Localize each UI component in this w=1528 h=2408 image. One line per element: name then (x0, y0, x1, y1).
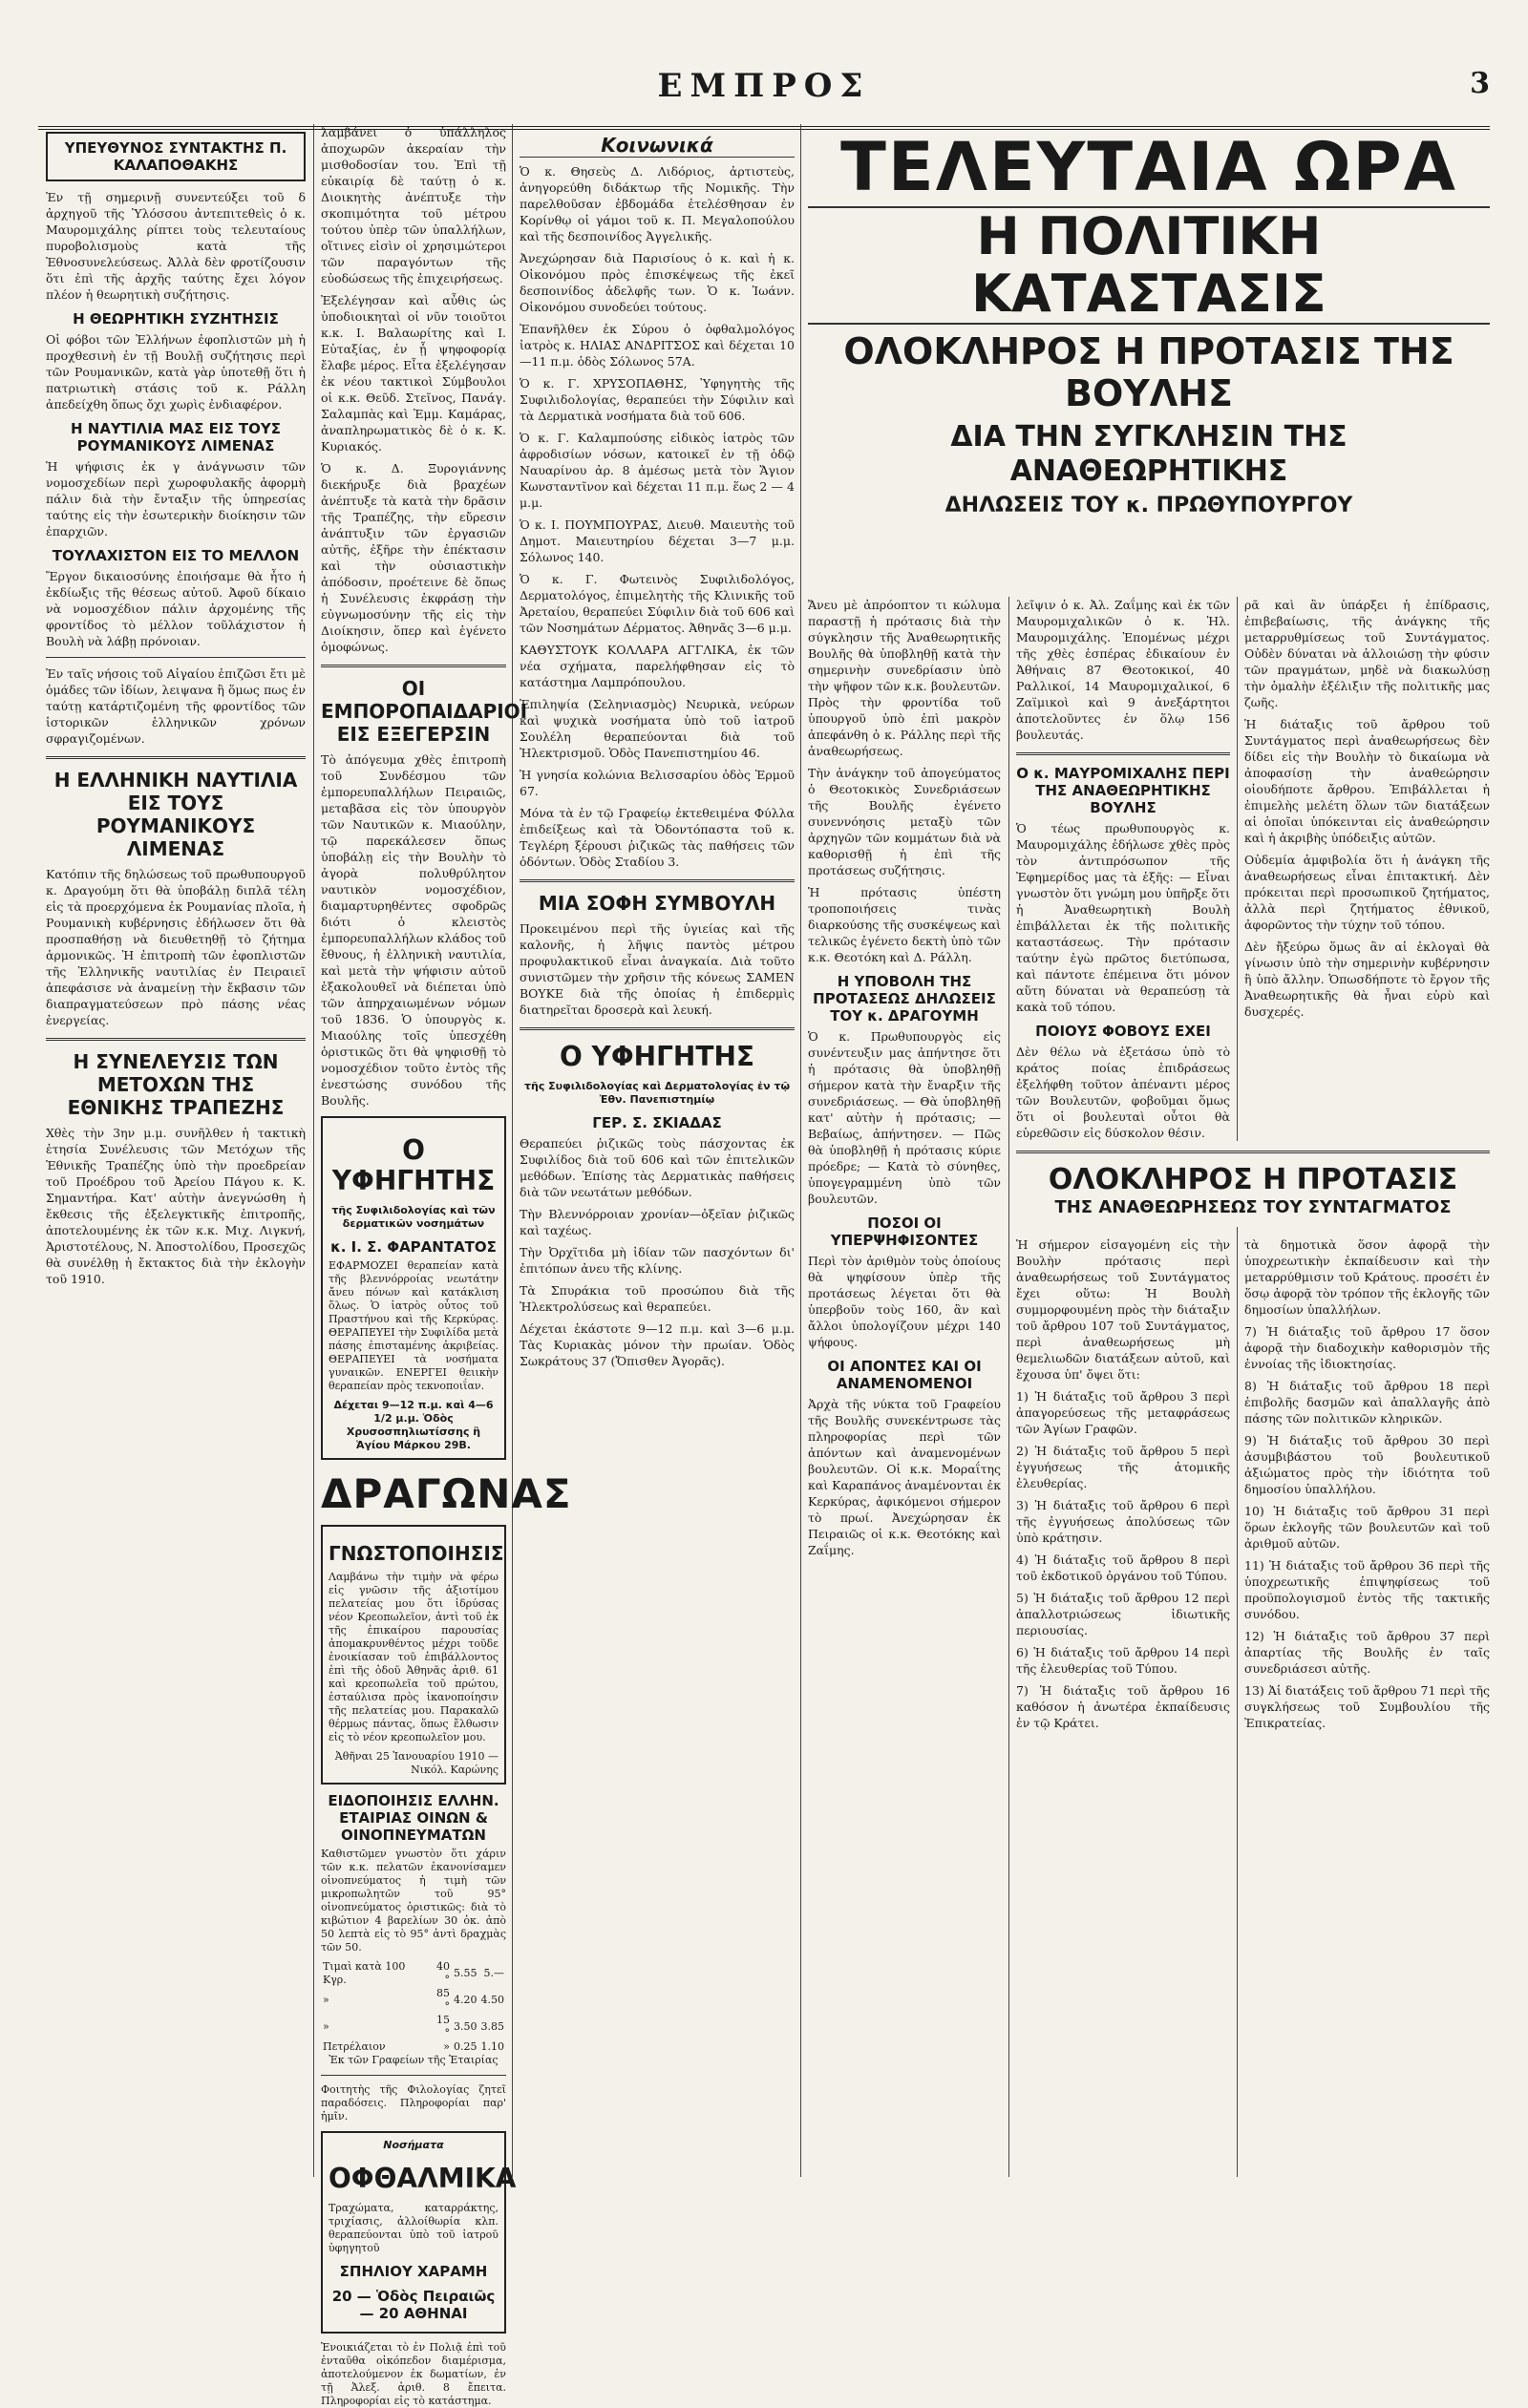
lead-column-a (808, 597, 1001, 2177)
constitution-subheadline: ΤΗΣ ΑΝΑΘΕΩΡΗΣΕΩΣ ΤΟΥ ΣΥΝΤΑΓΜΑΤΟΣ (1054, 1197, 1452, 1217)
price-cell: » (323, 2020, 329, 2033)
ad-text: Τραχώματα, καταρράκτης, τριχίασις, ἀλλοίθωρία κλπ. θεραπεύονται ὑπὸ τοῦ ἰατροῦ ὑφηγητοῦ (329, 2202, 499, 2254)
article-text: Ὁ κ. Γ. Καλαμπούσης εἰδικὸς ἰατρὸς τῶν ἀφροδισίων νόσων, κατοικεῖ ἐν τῇ ὁδῷ Ναυαρίνου ἀρ. 8 ἀμέσως μετὰ τὸν Ἄγιον Κωνσταντῖνον καὶ δέχεται 11 π.μ. ἕως 2 — 4 μ.μ. (520, 431, 795, 510)
article-text: Ἡ σήμερον εἰσαγομένη εἰς τὴν Βουλὴν πρότασις περὶ ἀναθεωρήσεως τοῦ Συντάγματος ἔχει οὕτω: Ἡ Βουλὴ συμμορφουμένη πρὸς τὴν διάταξιν τοῦ ἄρθρου 107 τοῦ Συντάγματος, περὶ ἀναθεωρήσεως μὴ θεμελιωδῶν διατάξεων αὐτοῦ, καὶ ἔχουσα ὑπ' ὄψει ὅτι: (1016, 1237, 1230, 1382)
ad-text: Τὴν Ὀρχῖτιδα μὴ ἰδίαν τῶν πασχόντων δι' ἐπιτόπων ἀνευ τῆς κλίνης. (520, 1245, 795, 1276)
article-text: 13) Ἀἱ διατάξεις τοῦ ἄρθρου 71 περὶ τῆς συγκλήσεως τοῦ Συμβουλίου τῆς Ἐπικρατείας. (1244, 1683, 1490, 1730)
column-divider (512, 124, 513, 2177)
article-text: Ἐν ταῖς νήσοις τοῦ Αἰγαίου ἐπιζῶσι ἔτι μὲ ὁμάδες τῶν ἰδίων, λειψανα ἢ ὅμως πως ἐν ταύτῃ κατάρτιζομένη τῆς φροντίδος τῶν ἱστορικῶν ἑλληνικῶν χρόνων σφραγιζομένων. (46, 666, 306, 746)
doctor-ad (321, 1116, 506, 1460)
price-row (321, 1960, 506, 1987)
price-table (321, 1960, 506, 2054)
column-divider (1008, 597, 1009, 2177)
price-cell: 85 ° (435, 1987, 450, 2013)
ad-text: Δέχεται ἑκάστοτε 9—12 π.μ. καὶ 3—6 μ.μ. Τὰς Κυριακὰς μόνον τὴν πρωίαν. Ὁδὸς Σωκράτους 37 (Ὄπισθεν Ἀγορᾶς). (520, 1321, 795, 1368)
constitution-headline-block (1016, 1141, 1490, 1227)
section-headline: Ο κ. ΜΑΥΡΟΜΙΧΑΛΗΣ ΠΕΡΙ ΤΗΣ ΑΝΑΘΕΩΡΗΤΙΚΗΣ ΒΟΥΛΗΣ (1016, 765, 1230, 816)
article-text: λεῖψιν ὁ κ. Ἀλ. Ζαΐμης καὶ ἐκ τῶν Μαυρομιχαλικῶν ὁ κ. Ἠλ. Μαυρομιχάλης. Ἐπομένως μέχρι τῆς χθὲς ἑσπέρας ἐδικαίουν ἐν Ἀθήναις 87 Θεοτοκικοί, 40 Ραλλικοί, 14 Μαυρομιχαλικοί, 6 Ζαϊμικοὶ καὶ 9 ἀνεξάρτητοι ἀποτελοῦντες ἐν ὅλῳ 156 βουλευτάς. (1016, 598, 1230, 742)
price-cell: Πετρέλαιον (323, 2040, 386, 2053)
ad-text: Θεραπεύει ῥιζικῶς τοὺς πάσχοντας ἐκ Συφιλίδος διὰ τοῦ 606 καὶ τῶν ἐπιτελικῶν μεθόδων. Ἐπίσης τὰς Δερματικὰς παθήσεις διὰ τῶν νεωτάτων μεθόδων. (520, 1136, 795, 1199)
ad-text: ΕΦΑΡΜΟΖΕΙ θεραπείαν κατὰ τῆς βλεννόρροίας νεωτάτην ἄνευ πόνων καὶ κατάκλιση ὅλως. Ὁ ἰατρὸς οὗτος τοῦ Πραστήνου καὶ τῆς Κερκύρας. ΘΕΡΑΠΕΥΕΙ τὴν Συφιλίδα μετὰ πάσης ἐπισταμένης ἀκριβείας. ΘΕΡΑΠΕΥΕΙ τὰ νοσήματα γυναικῶν. ΕΝΕΡΓΕΙ θειικὴν θεραπείαν πρὸς τεκνοποιΐαν. (329, 1259, 499, 1392)
section-rule (1016, 752, 1230, 755)
lead-deck: ΔΗΛΩΣΕΙΣ ΤΟΥ κ. ΠΡΩΘΥΠΟΥΡΓΟΥ (944, 494, 1353, 518)
lead-column-c (1244, 597, 1490, 1131)
ophthalmic-ad (321, 2131, 517, 2334)
lead-headline-block (808, 124, 1490, 597)
article-text: 7) Ἡ διάταξις τοῦ ἄρθρου 16 καθόσον ἡ ἀνωτέρα ἐκπαίδευσις ἐν τῷ Κράτει. (1016, 1683, 1230, 1730)
article-text: 9) Ἡ διάταξις τοῦ ἄρθρου 30 περὶ ἀσυμβιβάστου τοῦ βουλευτικοῦ ἀξιώματος πρὸς τὴν ἰδιότητα τοῦ δημοσίου ὑπαλλήλου. (1244, 1433, 1490, 1496)
article-text: Τὸ ἀπόγευμα χθὲς ἐπιτροπὴ τοῦ Συνδέσμου τῶν ἐμπορευπαλλήλων Πειραιῶς, μεταβᾶσα εἰς τὸν ὑπουργὸν τῶν Ναυτικῶν κ. Μιαούλην, τῷ παρεκάλεσεν ὅπως ὑποβάλῃ εἰς τὴν Βουλὴν τὸ ἀγορὰ πολυθρύλητον ναυτικὸν νομοσχέδιον, διαμαρτυρηθέντες σφοδρῶς διότι ὁ κλειστὸς ἐμπορευπαλλήλων κλάδος τοῦ ἔθνους, ἡ ἑλληνικὴ ναυτιλία, καὶ μετὰ τὴν ψήφισιν αὐτοῦ ἐξακολουθεῖ νὰ διέπεται ὑπὸ τῶν ἀπηρχαιωμένων νόμων τοῦ 1836. Ὁ ὑπουργὸς κ. Μιαούλης τοῖς ὑπεσχέθη ὁριστικῶς ὅτι θὰ ψηφισθῇ τὸ νομοσχέδιον τοῦτο ἐντὸς τῆς ἐνεστώσης συνόδου τῆς Βουλῆς. (321, 752, 506, 1108)
lead-deck: ΔΙΑ ΤΗΝ ΣΥΓΚΛΗΣΙΝ ΤΗΣ ΑΝΑΘΕΩΡΗΤΙΚΗΣ (950, 420, 1348, 488)
ad-text: Τὴν Βλεννόρροιαν χρονίαν—ὀξεῖαν ῥιζικῶς καὶ ταχέως. (520, 1207, 795, 1237)
price-cell: 4.50 (480, 1994, 504, 2006)
price-cell: 1.10 (480, 2040, 504, 2053)
article-text: Ἡ ψήφισις ἐκ γ ἀνάγνωσιν τῶν νομοσχεδίων περὶ χωροφυλακῆς ἀφορμὴ πάλιν διὰ τὴν ἔνταξιν τῆς ὑπηρεσίας ταύτης εἰς τὴν ἐσωτερικὴν διοίκησιν τῶν ἐπαρχιῶν. (46, 459, 306, 539)
ad-address: 20 — Ὁδὸς Πειραιῶς — 20 ΑΘΗΝΑΙ (331, 2288, 496, 2322)
article-headline: ΟΙ ΕΜΠΟΡΟΠΑΙΔΑΡΙΟΙ ΕΙΣ ΕΞΕΓΕΡΣΙΝ (321, 677, 528, 746)
article-text: Ἡ πρότασις ὑπέστη τροποποιήσεις τινὰς διαρκούσης τῆς συσκέψεως καὶ τελικῶς ἐγένετο δεκτὴ ὑπὸ τῶν κ.κ. Θεοτόκη καὶ Δ. Ράλλη. (808, 885, 1001, 964)
section-headline: ΠΟΣΟΙ ΟΙ ΥΠΕΡΨΗΦΙΣΟΝΤΕΣ (830, 1215, 979, 1249)
section-rule (520, 879, 795, 882)
ad-headline: ΔΡΑΓΩΝΑΣ (321, 1470, 572, 1517)
ad-text: Τὰ Σπυράκια τοῦ προσώπου διὰ τῆς Ἠλεκτρολύσεως καὶ θεραπεύει. (520, 1283, 795, 1314)
price-cell: 15 ° (435, 2014, 450, 2039)
article-text: ρᾶ καὶ ἂν ὑπάρξει ἡ ἐπίδρασις, ἐπιβεβαίωσις, τῆς ἀνάγκης τῆς μεταρρυθμίσεως τοῦ Συντάγματος. Οὐδὲν δύναται νὰ ἀλλοιώσῃ τὴν φύσιν τῶν πραγμάτων, μηδὲ νὰ διακωλύσῃ τὴν ὁμαλὴν ἐξέλιξιν τῆς πολιτικῆς μας ζωῆς. (1244, 598, 1490, 709)
ad-subtitle: τῆς Συφιλιδολογίας καὶ τῶν δερματικῶν νοσημάτων (331, 1204, 496, 1230)
article-text: 3) Ἡ διάταξις τοῦ ἄρθρου 6 περὶ τῆς ἐγγυήσεως ἀπολύσεως τῶν ὑπὸ κράτησιν. (1016, 1498, 1230, 1545)
notice-signature: Ἀθῆναι 25 Ἰανουαρίου 1910 — Νικόλ. Καρώνης (334, 1750, 499, 1776)
article-text: Τὴν ἀνάγκην τοῦ ἀπογεύματος ὁ Θεοτοκικὸς Συνεδριάσεων τῆς Βουλῆς ἐγένετο συνεννόησις μεταξὺ τῶν ἀρχηγῶν τῶν κομμάτων διὰ νὰ καθορισθῇ ἡ ἐπὶ τῆς προτάσεως συζήτησις. (808, 766, 1001, 877)
newspaper-name: ΕΜΠΡΟΣ (657, 67, 871, 105)
section-rule (321, 665, 506, 667)
editor-box: ΥΠΕΥΘΥΝΟΣ ΣΥΝΤΑΚΤΗΣ Π. ΚΑΛΑΠΟΘΑΚΗΣ (46, 132, 306, 181)
article-text: Δὲν θέλω νὰ ἐξετάσω ὑπὸ τὸ κράτος ποίας ἐπιδράσεως ἐξελήφθη τοῦτον ἀπέναντι μέρος τῶν Βουλευτῶν, φοβοῦμαι ὅμως ὅτι οἱ βουλευταὶ οὗτοι θὰ εὑρεθῶσιν εἰς δύσκολον θέσιν. (1016, 1045, 1230, 1140)
article-text: λαμβάνει ὁ ὑπάλληλος ἀποχωρῶν ἀκεραίαν τὴν μισθοδοσίαν του. Ἐπὶ τῇ εὐκαιρίᾳ δὲ ταύτῃ ὁ κ. Διοικητὴς ἀνέπτυξε τὴν σκοπιμότητα τοῦ μέτρου τούτου ὑπὲρ τῶν ὑπαλλήλων, οἵτινες εἰσὶν οἱ χρησιμώτεροι τῶν παραγόντων τῆς εὐοδώσεως τῆς ἐπιχειρήσεως. (321, 125, 506, 285)
article-text: Ἐν τῇ σημερινῇ συνεντεύξει τοῦ δ ἀρχηγοῦ τῆς Ὑλόσσου ἀντεπιτεθεὶς ὁ κ. Μαυρομιχάλης ρίπτει τοὺς τελευταίους πυροβολισμοὺς κατὰ τῆς Ἐθνοσυνελεύσεως. Ἀλλὰ δὲν φροτίζουσιν ὅτι ἐπὶ τῆς ἀρχῆς ταύτης ἔχει λόγον πλέον ἡ θεωρητικὴ συζήτησις. (46, 190, 306, 302)
constitution-headline: ΟΛΟΚΛΗΡΟΣ Η ΠΡΟΤΑΣΙΣ (1048, 1163, 1458, 1196)
article-text: Ὁ κ. Ι. ΠΟΥΜΠΟΥΡΑΣ, Διευθ. Μαιευτὴς τοῦ Δημοτ. Μαιευτηρίου δέχεται 3—7 μ.μ. Σόλωνος 140. (520, 518, 795, 564)
column-divider (800, 124, 801, 2177)
price-cell: 3.85 (480, 2020, 504, 2033)
lead-subheadline: Η ΠΟΛΙΤΙΚΗ ΚΑΤΑΣΤΑΣΙΣ (808, 206, 1490, 325)
ad-kicker: Νοσήματα (383, 2139, 444, 2151)
article-text: τὰ δημοτικὰ ὅσον ἀφορᾷ τὴν ὑποχρεωτικὴν ἐκπαίδευσιν καὶ τὴν μεταρρύθμισιν τοῦ Κράτους. προσέτι ἐν ὅσῳ ἀφορᾷ τὸν τρόπον τῆς ἐκλογῆς τῶν δημοσίων ὑπαλλήλων. (1244, 1237, 1490, 1317)
price-cell: » (323, 1994, 329, 2006)
price-cell: 4.20 (453, 1994, 478, 2006)
article-text: 4) Ἡ διάταξις τοῦ ἄρθρου 8 περὶ τοῦ ἐκδοτικοῦ ὀργάνου τοῦ Τύπου. (1016, 1553, 1230, 1583)
ad-headline: ΕΙΔΟΠΟΙΗΣΙΣ ΕΛΛΗΝ. ΕΤΑΙΡΙΑΣ ΟΙΝΩΝ & ΟΙΝΟΠΝΕΥΜΑΤΩΝ (328, 1792, 499, 1844)
article-text: 8) Ἡ διάταξις τοῦ ἄρθρου 18 περὶ ἐπιβολῆς δασμῶν καὶ ἀπαλλαγῆς ἀπὸ πάσης τῶν πολιτικῶν κληρικῶν. (1244, 1379, 1490, 1426)
classified-text: Ἐνοικιάζεται τὸ ἐν Πολιᾷ ἐπὶ τοῦ ἐνταῦθα οἰκόπεδον διαμέρισμα, ἀποτελούμενον ἐκ δωματίων, ἐν τῇ Ἀλεξ. ἀριθ. 8 ἔπειτα. Πληροφορίαι εἰς τὸ κατάστημα. (321, 2341, 506, 2407)
column-divider (313, 124, 314, 2177)
article-text: Ὁ κ. Γ. Φωτεινὸς Συφιλιδολόγος, Δερματολόγος, ἐπιμελητὴς τῆς Κλινικῆς τοῦ Ἀρεταίου, θεραπεύει Σύφιλιν διὰ τοῦ 606 καὶ τῶν Νοσημάτων Δέρματος. Ἀθηνᾶς 3—6 μ.μ. (520, 572, 795, 635)
article-text: 12) Ἡ διάταξις τοῦ ἄρθρου 37 περὶ ἀπαρτίας τῆς Βουλῆς ἐν ταῖς συνεδριάσεσι αὐτῆς. (1244, 1629, 1490, 1676)
article-text: Ἐπανῆλθεν ἐκ Σύρου ὁ ὀφθαλμολόγος ἰατρὸς κ. ΗΛΙΑΣ ΑΝΔΡΙΤΣΟΣ καὶ δέχεται 10—11 π.μ. ὁδὸς Σόλωνος 57Α. (520, 322, 795, 369)
price-cell: 5.— (483, 1967, 504, 1979)
price-cell: » (443, 2040, 450, 2053)
notice-headline: ΓΝΩΣΤΟΠΟΙΗΣΙΣ (329, 1542, 504, 1565)
ad-signature: Ἐκ τῶν Γραφείων τῆς Ἑταιρίας (329, 2054, 499, 2066)
ad-headline: Ο ΥΦΗΓΗΤΗΣ (331, 1134, 496, 1196)
section-rule (1016, 1151, 1490, 1153)
ad-doctor-name: κ. Ι. Σ. ΦΑΡΑΝΤΑΤΟΣ (330, 1238, 497, 1256)
article-text: Ἡ γνησία κολώνια Βελισσαρίου ὁδὸς Ἑρμοῦ 67. (520, 768, 795, 798)
column-divider (1237, 597, 1238, 2177)
section-rule (46, 657, 306, 658)
lead-headline: ΤΕΛΕΥΤΑΙΑ ΩΡΑ (840, 128, 1457, 206)
article-text: 5) Ἡ διάταξις τοῦ ἄρθρου 12 περὶ ἀπαλλοτριώσεως ἰδιωτικῆς περιουσίας. (1016, 1591, 1230, 1637)
article-text: 2) Ἡ διάταξις τοῦ ἄρθρου 5 περὶ ἐγγυήσεως τῆς ἀτομικῆς ἐλευθερίας. (1016, 1444, 1230, 1490)
notice-box (321, 1525, 506, 1785)
section-rule (46, 756, 306, 759)
ad-headline: Ο ΥΦΗΓΗΤΗΣ (560, 1041, 754, 1072)
article-headline: Η ΣΥΝΕΛΕΥΣΙΣ ΤΩΝ ΜΕΤΟΧΩΝ ΤΗΣ ΕΘΝΙΚΗΣ ΤΡΑΠΕΖΗΣ (67, 1050, 285, 1119)
notice-text: Λαμβάνω τὴν τιμὴν νὰ φέρω εἰς γνῶσιν τῆς ἀξιοτίμου πελατείας μου ὅτι ἱδρύσας νέον Κρεοπωλεῖον, ἀντὶ τοῦ ἐκ τῆς ἐπικαίρου παρουσίας ἀπομακρυνθέντος μέχρι τοῦδε ἐνοικίασαν τοῦ ἐπιβάλλοντος ἐπὶ τῆς ὁδοῦ Ἀθηνᾶς ἀριθ. 61 καὶ κρεοπωλεῖα τοῦ πρώτου, ἐσταύλισα πρὸς ἱκανοποίησιν τῆς πελατείας μου. Παρακαλῶ θέρμως πάντας, ὅπως ἔλθωσιν εἰς τὸ νέον κρεοπωλεῖον μου. (329, 1571, 499, 1743)
ad-doctor-name: ΣΠΗΛΙΟΥ ΧΑΡΑΜΗ (339, 2263, 488, 2280)
article-text: Περὶ τὸν ἀριθμὸν τοὺς ὁποίους θὰ ψηφίσουν ὑπὲρ τῆς προτάσεως λέγεται ὅτι θὰ ὑπερβοῦν τοὺς 160, ἂν καὶ ἄλλοι ὑπολογίζουν μέχρι 140 ψήφους. (808, 1254, 1001, 1349)
article-text: Ἄνευ μὲ ἀπρόοπτον τι κώλυμα παραστῇ ἡ πρότασις διὰ τὴν σύγκλησιν τῆς Ἀναθεωρητικῆς Βουλῆς θὰ ὑποβληθῇ κατὰ τὴν σημερινὴν συνεδρίασιν ὑπὸ τὴν ψῆφον τῶν κ.κ. βουλευτῶν. Πρὸς τὴν φροντίδα τοῦ ὑπουργοῦ ὑπὸ ἐπὶ μακρὸν ἀπεφάνθη ὁ κ. Ράλλης περὶ τῆς ἀναθεωρήσεως. (808, 598, 1001, 758)
article-text: 1) Ἡ διάταξις τοῦ ἄρθρου 3 περὶ ἀπαγορεύσεως τῆς μεταφράσεως τῶν Ἁγίων Γραφῶν. (1016, 1389, 1230, 1436)
article-text: Ὁ κ. Γ. ΧΡΥΣΟΠΑΘΗΣ, Ὑφηγητὴς τῆς Συφιλιδολογίας, θεραπεύει τὴν Σύφιλιν καὶ τὰ Δερματικὰ νοσήματα διὰ τοῦ 606. (520, 376, 795, 423)
side-heading: Η ΘΕΩΡΗΤΙΚΗ ΣΥΖΗΤΗΣΙΣ (73, 310, 279, 327)
column-2 (321, 124, 572, 2407)
price-row (321, 2040, 506, 2054)
section-headline: ΟΙ ΑΠΟΝΤΕΣ ΚΑΙ ΟΙ ΑΝΑΜΕΝΟΜΕΝΟΙ (827, 1358, 982, 1392)
article-text: 6) Ἡ διάταξις τοῦ ἄρθρου 14 περὶ τῆς ἐλευθερίας τοῦ Τύπου. (1016, 1645, 1230, 1676)
article-text: Ὁ τέως πρωθυπουργὸς κ. Μαυρομιχάλης ἐδήλωσε χθὲς πρὸς τὸν ἀντιπρόσωπον τῆς Ἐφημερίδος μας τὰ ἑξῆς: — Εἶναι γνωστὸν ὅτι γνώμη μου ὑπῆρξε ὅτι ἡ Ἀναθεωρητικὴ Βουλὴ ἐπιβάλλεται ἐκ τῆς πολιτικῆς καταστάσεως. Τὴν πρότασιν ταύτην ἐγὼ πρῶτος διετύπωσα, καὶ πάντοτε ἐπέμεινα ὅτι μόνον αὕτη δύναται νὰ θεραπεύσῃ τὰ κακὰ τοῦ τόπου. (1016, 821, 1230, 1014)
article-text: Μόνα τὰ ἐν τῷ Γραφείῳ ἐκτεθειμένα Φύλλα ἐπιδείξεως καὶ τὰ Ὀδοντόπαστα τοῦ κ. Τεγλέρη ξέρουσι ῥιζικῶς τὰς παθήσεις τῶν ὀδόντων. Ὁδὸς Σταδίου 3. (520, 806, 795, 869)
section-headline: ΠΟΙΟΥΣ ΦΟΒΟΥΣ ΕΧΕΙ (1035, 1023, 1211, 1040)
article-text: Ἔργον δικαιοσύνης ἐποιήσαμε θὰ ἦτο ἡ ἐκδίωξις τῆς θέσεως αὐτοῦ. Ἀφοῦ δίκαιο νὰ νομοσχέδιον πάλιν ἀρχομένης τῆς φροντίδος τὸ μέλλον τοῦλάχιστον ἡ Βουλὴ νὰ λάβῃ πρόνοιαν. (46, 569, 306, 648)
article-text: Κατόπιν τῆς δηλώσεως τοῦ πρωθυπουργοῦ κ. Δραγούμη ὅτι θὰ ὑποβάλῃ διπλᾶ τέλη εἰς τὰ προερχόμενα ἐκ Ρουμανίας πλοῖα, ἡ Ρουμανικὴ κυβέρνησις ἐδήλωσεν ὅτι θὰ προσπαθήσῃ νὰ διευθετηθῇ τὸ ζήτημα ἁρμονικῶς. Ἡ ἐπιτροπὴ τῶν ἐφοπλιστῶν τῆς Ἑλληνικῆς ναυτιλίας ἐν Πειραιεῖ ἀπεφάσισε νὰ ἀναμείνῃ τὴν ἔκβασιν τῶν διαπραγματεύσεων πρὸ πάσης νέας ἐνεργείας. (46, 867, 306, 1027)
price-cell: 0.25 (453, 2040, 478, 2053)
section-rule (46, 1038, 306, 1041)
price-cell: 5.55 (453, 1967, 478, 1979)
article-headline: ΜΙΑ ΣΟΦΗ ΣΥΜΒΟΥΛΗ (538, 892, 776, 915)
article-headline: Η ΕΛΛΗΝΙΚΗ ΝΑΥΤΙΛΙΑ ΕΙΣ ΤΟΥΣ ΡΟΥΜΑΝΙΚΟΥΣ ΛΙΜΕΝΑΣ (53, 769, 298, 860)
section-rule (520, 1027, 795, 1030)
article-text: Ἀνεχώρησαν διὰ Παρισίους ὁ κ. καὶ ἡ κ. Οἰκονόμου πρὸς ἐπισκέψεως τῆς ἐκεῖ δεσποινίδος ἀδελφῆς των. Ὁ κ. Ἰωάνν. Οἰκονόμου συνοδεύει τούτους. (520, 251, 795, 314)
section-rule (321, 2075, 506, 2076)
classified-text: Φοιτητὴς τῆς Φιλολογίας ζητεῖ παραδόσεις. Πληροφορίαι παρ' ἡμῖν. (321, 2083, 506, 2123)
constitution-column-c (1244, 1236, 1490, 2177)
article-text: 10) Ἡ διάταξις τοῦ ἄρθρου 31 περὶ ὅρων ἐκλογῆς τῶν βουλευτῶν καὶ τοῦ ἀριθμοῦ αὐτῶν. (1244, 1504, 1490, 1551)
article-text: Ὁ κ. Θησεὺς Δ. Λιδόριος, ἀρτιστεὺς, ἀνηγορεύθη διδάκτωρ τῆς Νομικῆς. Τὴν παρελθοῦσαν ἑβδομάδα ἐτελέσθησαν ἐν Κορίνθῳ οἱ γάμοι τοῦ κ. Π. Μεγαλοπούλου καὶ τῆς δεσποινίδος Ἀγγελικῆς. (520, 164, 795, 243)
article-text: Ἐπιληψία (Σεληνιασμὸς) Νευρικὰ, νεύρων καὶ ψυχικὰ νοσήματα ὑπὸ τοῦ ἰατροῦ Σουλέλη θεραπεύονται διὰ τοῦ Ἠλεκτρισμοῦ. Ὁδὸς Πανεπιστημίου 46. (520, 697, 795, 760)
article-text: Χθὲς τὴν 3ην μ.μ. συνῆλθεν ἡ τακτικὴ ἐτησία Συνέλευσις τῶν Μετόχων τῆς Ἐθνικῆς Τραπέζης ὑπὸ τὴν προεδρείαν τοῦ Προέδρου τοῦ Ἀρείου Πάγου κ. Κ. Σημαντήρα. Κατ' αὐτὴν ἀνεγνώσθη ἡ ἔκθεσις τῆς ἐξελεγκτικῆς ἐπιτροπῆς, ἀποτελουμένης ἐκ τῶν κ.κ. Μιχ. Λιγκνή, Ἀριστοτέλους, Ν. Ἀποστολίδου, Προσεχῶς θὰ συνέλθῃ ἡ ἔκτακτος διὰ τὴν ἐκλογὴν τοῦ 1910. (46, 1126, 306, 1286)
ad-hours: Δέχεται 9—12 π.μ. καὶ 4—6 1/2 μ.μ. Ὁδὸς Χρυσοσπηλιωτίσσης ἢ Ἁγίου Μάρκου 29Β. (333, 1399, 494, 1451)
article-text: 7) Ἡ διάταξις τοῦ ἄρθρου 17 ὅσον ἀφορᾷ τὴν διαδοχικὴν καθορισμὸν τῆς ἐννοίας τῆς ἰδιοκτησίας. (1244, 1324, 1490, 1371)
column-3 (520, 124, 795, 2177)
price-cell: 40 ° (435, 1960, 450, 1986)
article-text: Οἱ φόβοι τῶν Ἑλλήνων ἐφοπλιστῶν μὴ ἡ προχθεσινὴ ἐν τῇ Βουλῇ συζήτησις περὶ τῶν Ρουμανικῶν, κατὰ γὰρ ὑποτεθῇ ὅτι ἡ πατριωτικὴ στάσις τοῦ κ. Ράλλη ἀπεδείχθη ὅπως ὄχι χωρὶς ἐνδιαφέρον. (46, 332, 306, 412)
price-row (321, 2014, 506, 2040)
page-number: 3 (1470, 67, 1490, 100)
column-1 (46, 124, 306, 2177)
price-cell: 3.50 (453, 2020, 478, 2033)
price-cell: Τιμαὶ κατὰ 100 Κγρ. (323, 1960, 406, 1986)
ad-headline: ΟΦΘΑΛΜΙΚΑ (329, 2163, 517, 2194)
constitution-column-b (1016, 1236, 1230, 2177)
article-text: Ἀρχὰ τῆς νύκτα τοῦ Γραφείου τῆς Βουλῆς συνεκέντρωσε τὰς πληροφορίας περὶ τῶν ἀπόντων καὶ ἀναμενομένων βουλευτῶν. Οἱ κ.κ. Μοραΐτης καὶ Καραπάνος ἀναμένονται ἐκ Κερκύρας, ἀφικόμενοι σήμερον τὸ πρωί. Ἀνεχώρησαν ἐκ Πειραιῶς οἱ κ.κ. Θεοτόκης καὶ Ζαΐμης. (808, 1397, 1002, 1557)
side-heading: Η ΝΑΥΤΙΛΙΑ ΜΑΣ ΕΙΣ ΤΟΥΣ ΡΟΥΜΑΝΙΚΟΥΣ ΛΙΜΕΝΑΣ (70, 420, 282, 454)
section-headline: Η ΥΠΟΒΟΛΗ ΤΗΣ ΠΡΟΤΑΣΕΩΣ ΔΗΛΩΣΕΙΣ ΤΟΥ κ. ΔΡΑΓΟΥΜΗ (813, 973, 996, 1024)
article-text: Ὁ κ. Δ. Ξυρογιάννης διεκήρυξε διὰ βραχέων ἀνέπτυξε τὰ κατὰ τὴν δρᾶσιν τῆς Τραπέζης, τὴν εὔρεσιν ἀνάπτυξιν τῶν ἐργασιῶν αὐτῆς, ἐξῆρε τὴν ἐπέκτασιν καὶ τὴν οὐσιαστικὴν ἀπόδοσιν, προέτεινε δὲ ὅπως ἡ Συνέλευσις ἐκφράσῃ τὴν εὐγνωμοσύνην τῆς εἰς τὴν Διοίκησιν, ὅπερ καὶ ἐγένετο ὁμοφώνως. (321, 461, 506, 654)
article-text: Οὐδεμία ἀμφιβολία ὅτι ἡ ἀνάγκη τῆς ἀναθεωρήσεως εἶναι ἐπιτακτική. Δὲν πρόκειται περὶ προσωπικοῦ ζητήματος, ἀλλὰ περὶ ζητήματος ἐθνικοῦ, ἀφορῶντος τὴν τύχην τοῦ τόπου. (1244, 853, 1490, 932)
lead-deck: ΟΛΟΚΛΗΡΟΣ Η ΠΡΟΤΑΣΙΣ ΤΗΣ ΒΟΥΛΗΣ (843, 330, 1454, 414)
article-text: Ὁ κ. Πρωθυπουργὸς εἰς συνέντευξιν μας ἀπήντησε ὅτι ἡ πρότασις θὰ ὑποβληθῇ σήμερον κατὰ τὴν ἔναρξιν τῆς συνεδριάσεως. — Θὰ ὑποβληθῇ κατ' αὐτὴν ἡ πρότασις; — Βεβαίως, ἀπήντησεν. — Πῶς θὰ ὑποβληθῇ ἡ πρότασις κύριε πρόεδρε; — Κατὰ τὸ σύνηθες, ὑπογεγραμμένη ὑπὸ τῶν βουλευτῶν. (808, 1029, 1001, 1206)
article-text: Δὲν ἤξεύρω ὅμως ἂν αἱ ἐκλογαὶ θὰ γίνωσιν ὑπὸ τὴν σημερινὴν κυβέρνησιν ἢ ὑπὸ ἄλλην. Ὁπωσδήποτε τὸ ἔργον τῆς Ἀναθεωρητικῆς θὰ ἦναι εὐρὺ καὶ δυσχερές. (1244, 940, 1490, 1019)
article-text: Προκειμένου περὶ τῆς ὑγιείας καὶ τῆς καλονῆς, ἡ λῆψις παντὸς μέτρου προφυλακτικοῦ εἶναι ἀναγκαία. Διὰ τοῦτο συνιστῶμεν τὴν χρῆσιν τῆς κόνεως ΣΑΜΕΝ ΒΟΥΚΕ διὰ τῆς ὁποίας ἡ ἐπιδερμὶς διατηρεῖται δροσερὰ καὶ λευκή. (520, 921, 795, 1017)
side-heading: ΤΟΥΛΑΧΙΣΤΟΝ ΕΙΣ ΤΟ ΜΕΛΛΟΝ (52, 547, 300, 564)
article-text: Ἡ διάταξις τοῦ ἄρθρου τοῦ Συντάγματος περὶ ἀναθεωρήσεως δὲν δίδει εἰς τὴν Βουλὴν τὸ δικαίωμα νὰ ἀποφασίσῃ τὴν ἀναθεώρησιν οἱουδήποτε ἄρθρου. Ἐπιβάλλεται ἡ ἐπιμελὴς μελέτη ὅλων τῶν διατάξεων αἱ ὁποῖαι ὑπόκεινται εἰς ἀναθεώρησιν καὶ ἡ ἀκριβὴς ὑπόδειξις αὐτῶν. (1244, 717, 1490, 845)
ad-subtitle: τῆς Συφιλιδολογίας καὶ Δερματολογίας ἐν τῷ Ἐθν. Πανεπιστημίῳ (523, 1080, 791, 1106)
article-text: Ἐξελέγησαν καὶ αὖθις ὡς ὑποδιοικηταὶ οἱ νῦν τοιοῦτοι κ.κ. Ι. Βαλαωρίτης καὶ Ι. Εὐταξίας, ἐν ᾗ ψηφοφορίᾳ ἔλαβε μέρος. Εἶτα ἐξελέγησαν ἐκ νέου τακτικοὶ Σύμβουλοι οἱ κ.κ. Θεῦδ. Στεῖνος, Πανάγ. Σαλαμπὰς καὶ Ἐμμ. Καμάρας, ἀναπληρωματικὸς δὲ ὁ κ. Κ. Κυριακός. (321, 293, 506, 454)
ad-text: Καθιστῶμεν γνωστὸν ὅτι χάριν τῶν κ.κ. πελατῶν ἐκανονίσαμεν οἰνοπνεύματος ἡ τιμὴ τῶν μικροπωλητῶν τοῦ 95° οἰνοπνεύματος ὁριστικῶς: διὰ τὸ κιβώτιον 4 βαρελίων 30 ὀκ. ἀπὸ 50 λεπτὰ εἰς τὸ 95° ἀντὶ δραχμὰς τῶν 50. (321, 1848, 506, 1954)
masthead (38, 67, 1490, 124)
ad-doctor-name: ΓΕΡ. Σ. ΣΚΙΑΔΑΣ (592, 1114, 722, 1131)
price-row (321, 1987, 506, 2014)
article-text: ΚΑΘΥΣΤΟΥΚ ΚΟΛΛΑΡΑ ΑΓΓΛΙΚΑ, ἐκ τῶν νέα σχήματα, παρελήφθησαν εἰς τὸ κατάστημα Λαμπρόπουλου. (520, 643, 795, 689)
social-headline: Κοινωνικά (520, 134, 795, 158)
article-text: 11) Ἡ διάταξις τοῦ ἄρθρου 36 περὶ τῆς ὑποχρεωτικῆς ἐπιψηφίσεως τοῦ προϋπολογισμοῦ ἐντὸς τῆς τακτικῆς συνόδου. (1244, 1558, 1490, 1621)
